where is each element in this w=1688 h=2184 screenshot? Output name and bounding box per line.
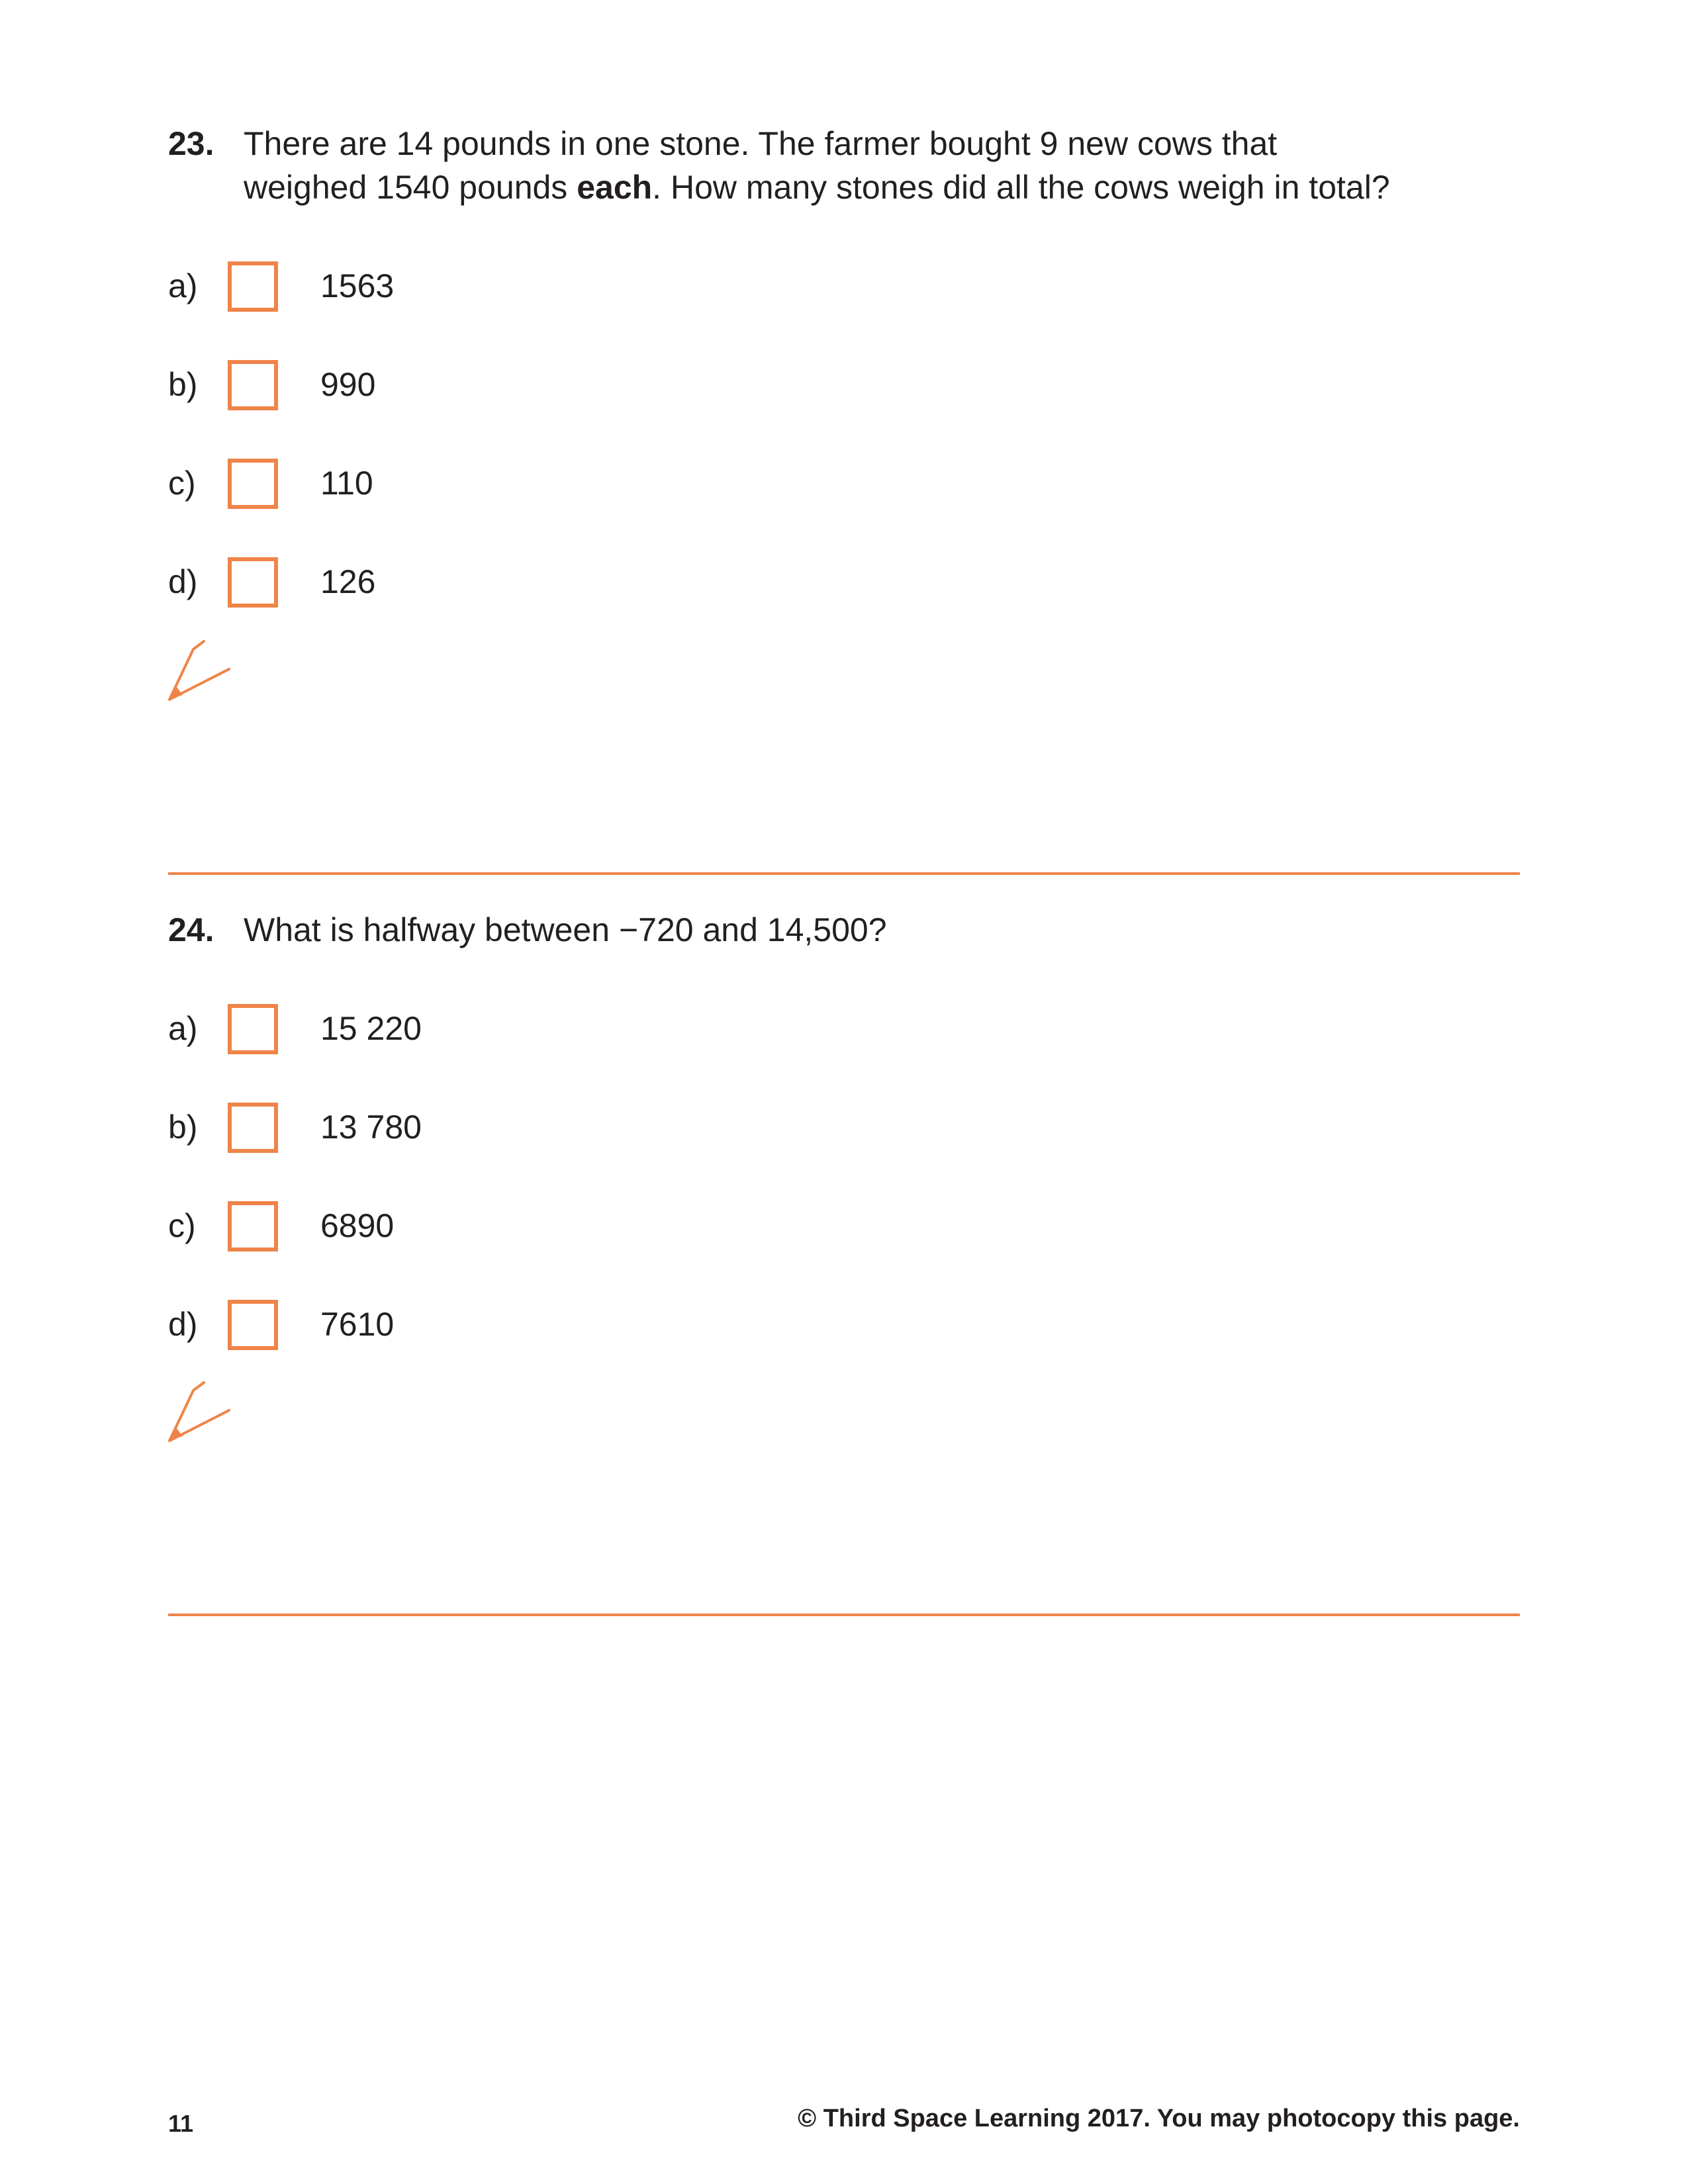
option-value: 6890 — [320, 1207, 395, 1244]
option-letter: a) — [168, 267, 198, 304]
option-letter: a) — [168, 1010, 198, 1047]
answer-checkbox[interactable] — [228, 1201, 278, 1251]
option-letter: d) — [168, 563, 198, 600]
option-b[interactable] — [0, 358, 794, 411]
option-a[interactable] — [0, 1002, 794, 1055]
option-letter: c) — [168, 1207, 196, 1244]
option-d[interactable] — [0, 555, 794, 608]
page-number: 11 — [168, 2110, 194, 2137]
option-letter: b) — [168, 366, 198, 403]
option-value: 7610 — [320, 1306, 395, 1343]
answer-checkbox[interactable] — [228, 261, 278, 312]
copyright-notice: © Third Space Learning 2017. You may photocopy this page. — [798, 2105, 1520, 2132]
section-divider — [168, 872, 1520, 875]
answer-checkbox[interactable] — [228, 1300, 278, 1350]
question-text-line2-start: weighed 1540 pounds — [244, 169, 577, 206]
question-text-line1: What is halfway between −720 and 14,500? — [244, 911, 887, 948]
option-b[interactable] — [0, 1101, 794, 1154]
option-a[interactable] — [0, 259, 794, 312]
question-number: 24. — [168, 911, 214, 948]
option-value: 990 — [320, 366, 376, 403]
question-text — [244, 122, 1541, 209]
option-letter: d) — [168, 1306, 198, 1343]
pencil-icon — [165, 639, 232, 705]
answer-checkbox[interactable] — [228, 1004, 278, 1054]
option-value: 1563 — [320, 267, 395, 304]
option-value: 15 220 — [320, 1010, 422, 1047]
question-text — [244, 908, 1541, 952]
question-number: 23. — [168, 125, 214, 162]
answer-checkbox[interactable] — [228, 459, 278, 509]
option-letter: c) — [168, 465, 196, 502]
question-text-line1: There are 14 pounds in one stone. The farmer bought 9 new cows that — [244, 125, 1278, 162]
option-c[interactable] — [0, 457, 794, 510]
answer-checkbox[interactable] — [228, 1103, 278, 1153]
pencil-icon — [165, 1380, 232, 1446]
option-value: 110 — [320, 465, 373, 502]
answer-checkbox[interactable] — [228, 360, 278, 410]
option-d[interactable] — [0, 1298, 794, 1351]
question-text-line2-end: . How many stones did all the cows weigh in total? — [652, 169, 1390, 206]
section-divider — [168, 1614, 1520, 1616]
answer-checkbox[interactable] — [228, 557, 278, 608]
emphasis-each: each — [577, 169, 653, 206]
option-c[interactable] — [0, 1199, 794, 1252]
option-value: 126 — [320, 563, 376, 600]
option-letter: b) — [168, 1109, 198, 1146]
option-value: 13 780 — [320, 1109, 422, 1146]
